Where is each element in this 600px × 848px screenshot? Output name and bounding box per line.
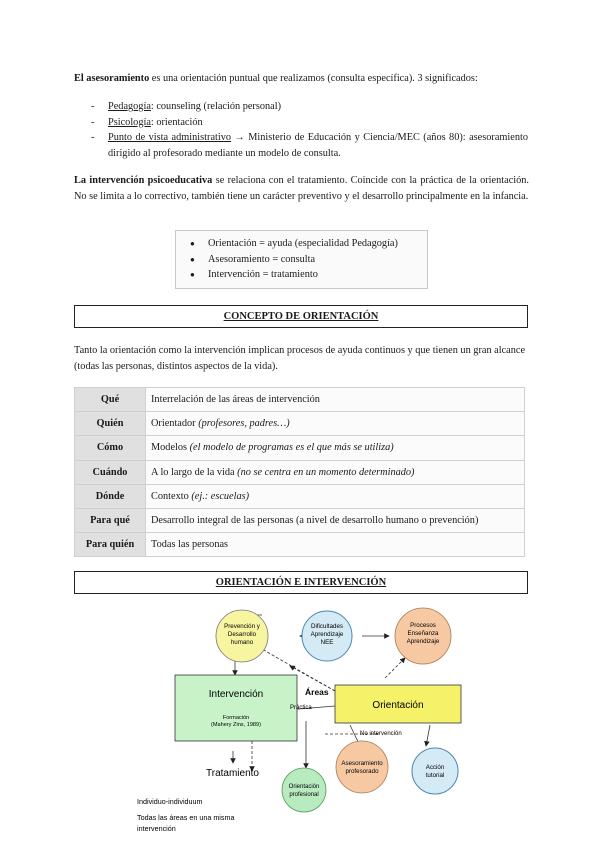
list-item-text: : counseling (relación personal) — [150, 101, 281, 112]
svg-text:Aprendizaje: Aprendizaje — [406, 638, 440, 645]
asesoramiento-paragraph — [74, 71, 529, 87]
practica-label: Práctica — [290, 705, 312, 711]
svg-text:Asesoramiento: Asesoramiento — [341, 760, 383, 767]
asesoramiento-node — [336, 741, 388, 793]
svg-text:Aprendizaje: Aprendizaje — [310, 631, 344, 638]
table-row — [75, 436, 525, 460]
row-value: Desarrollo integral de las personas (a nivel de desarrollo humano o prevención) — [146, 508, 525, 532]
list-item-label: Punto de vista administrativo — [108, 132, 232, 143]
intervencion-node — [175, 675, 297, 741]
row-value: Todas las personas — [146, 533, 525, 557]
row-key: Cuándo — [75, 460, 146, 484]
svg-text:NEE: NEE — [320, 639, 334, 646]
svg-text:Dificultades: Dificultades — [311, 623, 343, 630]
prevencion-node — [216, 610, 268, 662]
intervencion-text: se relaciona con el tratamiento. Coincide con la práctica de la orientación. No se limita a lo correctivo, también tiene un carácter preventivo y el desarrollo principalmente en la infancia. — [74, 175, 529, 202]
row-value: Modelos (el modelo de programas es el que más se utiliza) — [146, 436, 525, 460]
table-row — [75, 533, 525, 557]
concepto-heading: CONCEPTO DE ORIENTACIÓN — [74, 305, 528, 328]
orientacion-intervencion-diagram — [130, 603, 475, 843]
orientacion-profesional-node — [282, 768, 326, 812]
tratamiento-label: Tratamiento — [206, 768, 259, 779]
row-value: Interrelación de las áreas de intervención — [146, 388, 525, 412]
table-row — [75, 388, 525, 412]
intervencion-term: La intervención psicoeducativa — [74, 175, 213, 186]
summary-item: ● Orientación = ayuda (especialidad Pedagogía) — [190, 236, 415, 252]
svg-text:Enseñanza: Enseñanza — [407, 630, 439, 637]
svg-text:Orientación: Orientación — [288, 784, 320, 790]
svg-text:profesional: profesional — [289, 792, 319, 798]
procesos-node — [395, 608, 451, 664]
row-key: Para quién — [75, 533, 146, 557]
list-item-label: Pedagogía — [108, 101, 151, 112]
table-row — [75, 484, 525, 508]
summary-item: ● Intervención = tratamiento — [190, 267, 415, 283]
dificultades-node — [302, 611, 352, 661]
row-key: Dónde — [75, 484, 146, 508]
list-item — [88, 130, 528, 161]
svg-text:Orientación: Orientación — [372, 700, 424, 711]
asesoramiento-text: es una orientación puntual que realizamos (consulta específica). 3 significados: — [149, 73, 478, 84]
row-value: Contexto (ej.: escuelas) — [146, 484, 525, 508]
row-value: A lo largo de la vida (no se centra en un momento determinado) — [146, 460, 525, 484]
accion-tutorial-node — [412, 748, 458, 794]
intervencion-paragraph — [74, 173, 529, 204]
diagram-heading: ORIENTACIÓN E INTERVENCIÓN — [74, 571, 528, 594]
svg-text:tutorial: tutorial — [425, 772, 445, 779]
note-line: Todas las áreas en una misma — [137, 813, 235, 822]
list-item-text: → Ministerio de Educación y Ciencia/MEC (años 80): asesoramiento dirigido al profesorado mediante un modelo de consulta. — [108, 132, 528, 159]
row-key: Cómo — [75, 436, 146, 460]
row-key: Quién — [75, 412, 146, 436]
svg-text:Intervención: Intervención — [208, 689, 264, 700]
svg-text:profesorado: profesorado — [345, 768, 379, 775]
summary-item: ● Asesoramiento = consulta — [190, 252, 415, 268]
table-row — [75, 508, 525, 532]
orientacion-node — [335, 685, 461, 723]
row-key: Qué — [75, 388, 146, 412]
list-item-text: : orientación — [150, 116, 203, 128]
svg-text:Desarrollo: Desarrollo — [227, 631, 257, 638]
concepto-table — [74, 387, 525, 557]
svg-text:Acción: Acción — [425, 764, 445, 771]
list-item — [88, 115, 528, 131]
svg-text:Procesos: Procesos — [410, 622, 436, 629]
summary-box — [175, 230, 428, 289]
list-item — [88, 99, 528, 115]
svg-text:Formación: Formación — [222, 715, 250, 721]
asesoramiento-list — [88, 99, 528, 161]
svg-text:humano: humano — [230, 639, 254, 646]
asesoramiento-term: El asesoramiento — [74, 73, 150, 84]
svg-text:Prevención y: Prevención y — [224, 623, 260, 630]
areas-label: Áreas — [305, 687, 329, 697]
list-item-label: Psicología — [108, 116, 151, 128]
note-line: intervención — [137, 824, 176, 833]
no-intervencion-label: No intervención — [360, 731, 402, 737]
concepto-intro: Tanto la orientación como la intervención implican procesos de ayuda continuos y que tienen un gran alcance (todas las personas, distintos aspectos de la vida). — [74, 345, 526, 372]
row-key: Para qué — [75, 508, 146, 532]
table-row — [75, 412, 525, 436]
row-value: Orientador (profesores, padres…) — [146, 412, 525, 436]
note-line: Individuo-individuum — [137, 797, 203, 806]
svg-text:(Mahery Zins, 1989): (Mahery Zins, 1989) — [210, 722, 262, 728]
table-row — [75, 460, 525, 484]
